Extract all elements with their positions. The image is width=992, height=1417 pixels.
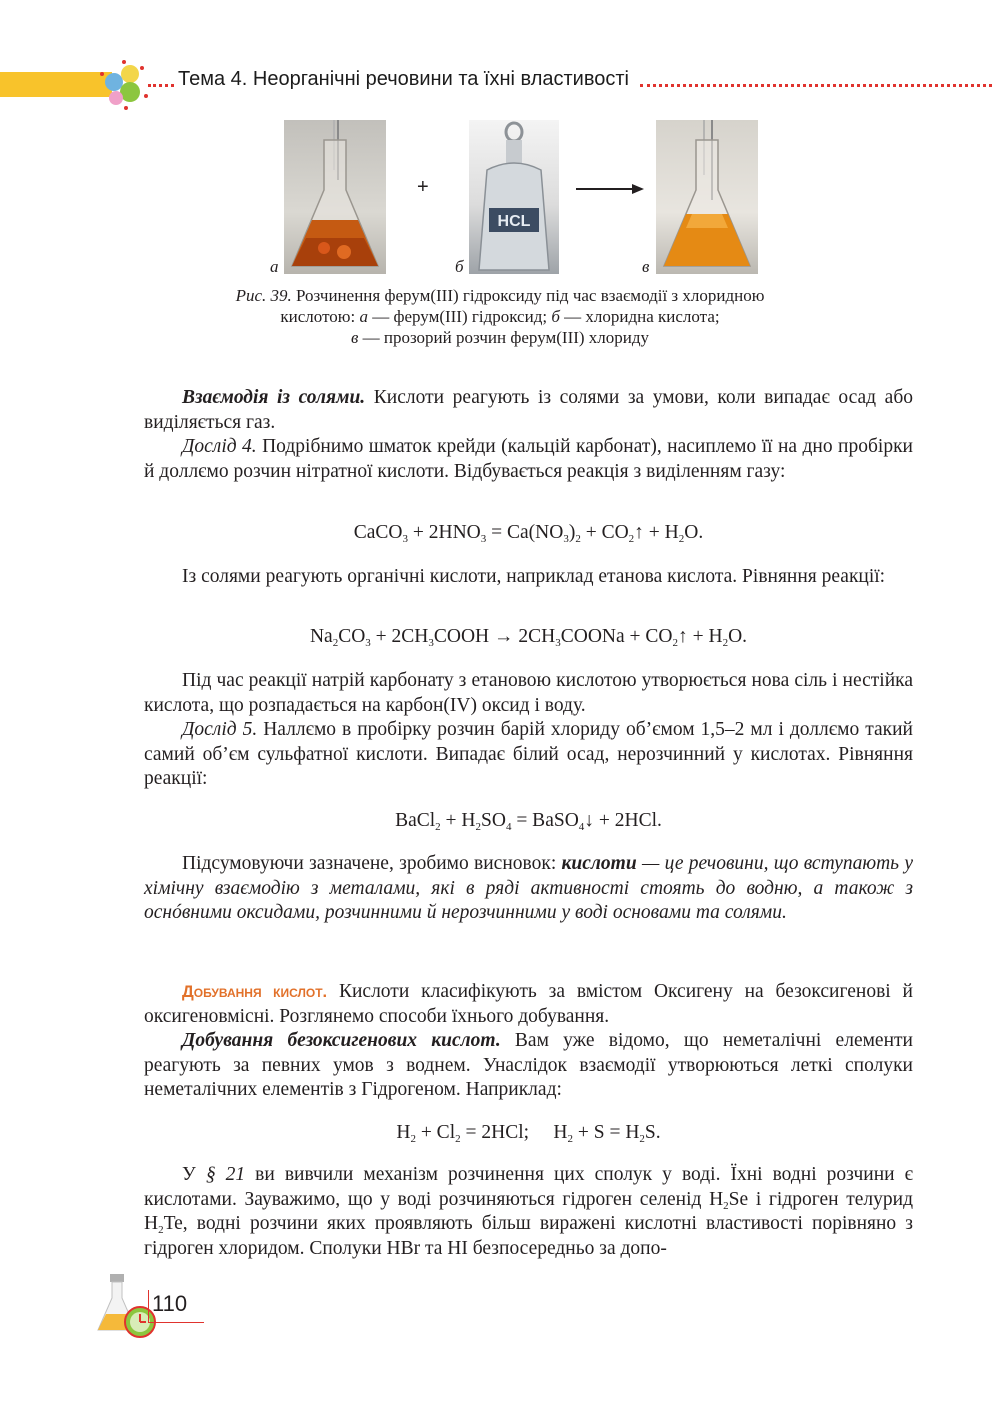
oxygen-free-heading: Добування безоксигенових кислот.	[182, 1030, 501, 1051]
experiment-4-label: Дослід 4.	[182, 436, 257, 457]
equation-hydrogen: $H_2 + Cl_2 = 2HCl$; $H_2 + S = H_2S$.	[396, 1122, 661, 1145]
section-reference: § 21	[205, 1164, 246, 1185]
flask-a-illustration	[284, 120, 386, 274]
paragraph-reaction-explanation: Під час реакції натрій карбонату з етановою кислотою утворюється нова сіль і нестійка кислота, що розпадається на карбон(IV) оксид і воду.	[144, 670, 913, 716]
dissolution-text-1: ви вивчили механізм розчинення цих сполук у воді. Їхні водні розчини є кислотами. Зауважимо, що у воді розчиняються гідроген селенід H	[144, 1164, 914, 1210]
paragraph-dissolution: У § 21 ви вивчили механізм розчинення цих сполук у воді. Їхні водні розчини є кислотами. Зауважимо, що у воді розчиняються гідроген селенід $H_2Se$ і гідроген телурид $H_2Te$, водні розчини яких проявляють більш виражені кислотні властивості порівняно з гідроген хлоридом. Сполуки HBr та HI безпосередньо за допо-	[144, 1164, 914, 1259]
photo-iron-hydroxide-flask	[284, 120, 386, 274]
salts-text: Кислоти реагують із солями за умови, коли випадає осад або виділяється газ.	[144, 387, 913, 433]
conclusion-term: кислоти	[561, 853, 637, 874]
plus-sign: +	[417, 176, 429, 198]
chapter-title: Тема 4. Неорганічні речовини та їхні властивості	[178, 68, 629, 90]
figure-label-c: в	[642, 257, 650, 276]
equation-bacl2: BaCl$_2$ + $H_2SO_4$ = BaSO$_4$↓ + 2HCl.	[395, 810, 662, 833]
obtaining-acids-text: Кислоти класифікують за вмістом Оксигену на безоксигенові й оксигеновмісні. Розглянемо способи їхнього добування.	[144, 981, 913, 1027]
flask-c-illustration	[656, 120, 758, 274]
figure-label-a: а	[270, 257, 279, 276]
equation-caco3: CaCO$_3$ + $2HNO_3 = Ca(NO_3)_2$ + $CO_2↑ + H_2O$.	[353, 522, 704, 545]
page-number: 110	[152, 1291, 188, 1316]
dissolution-pre: У	[182, 1164, 206, 1185]
footer-vertical-line	[148, 1290, 149, 1323]
caption-line2-mid1: — ферум(III) гідроксид;	[367, 307, 552, 326]
caption-letter-a: а	[359, 307, 368, 326]
caption-prefix: Рис. 39.	[235, 286, 292, 305]
header-dotted-line-left	[148, 84, 174, 87]
photo-hcl-bottle	[469, 120, 559, 274]
experiment-5-label: Дослід 5.	[182, 719, 258, 740]
caption-line3-rest: — прозорий розчин ферум(III) хлориду	[358, 328, 650, 347]
header-flower-icon	[96, 58, 152, 114]
conclusion-intro: Підсумовуючи зазначене, зробимо висновок:	[182, 853, 562, 874]
reaction-arrow-icon	[576, 182, 644, 196]
paragraph-experiment-4	[144, 435, 913, 484]
equation-na2co3: $Na_2CO_3$ + $2CH_3COOH$ → $2CH_3COONa$ + $CO_2↑ + H_2O$.	[309, 626, 748, 649]
experiment-5-text: Наллємо в пробірку розчин барій хлориду об’ємом 1,5–2 мл і доллємо такий самий об’єм сульфатної кислоти. Випадає білий осад, нерозчинний у кислотах. Рівняння реакції:	[144, 719, 913, 789]
paragraph-experiment-5	[144, 718, 913, 792]
footer-rule	[148, 1322, 204, 1323]
photo-iron-chloride-solution	[656, 120, 758, 274]
salts-heading: Взаємодія із солями.	[182, 387, 366, 408]
dissolution-text-3: Te, водні розчини яких проявляють більш виражені кислотні властивості порівняно з гідроген хлоридом. Сполуки HBr та HI безпосередньо за допо-	[144, 1213, 913, 1259]
hcl-bottle-illustration	[469, 120, 559, 274]
dissolution-text-2: Se і гідроген телурид H	[144, 1188, 913, 1234]
bottle-label-text: HCL	[497, 213, 531, 230]
figure-caption	[150, 285, 850, 348]
paragraph-oxygen-free-acids	[144, 1029, 913, 1103]
paragraph-organic-acids: Із солями реагують органічні кислоти, наприклад етанова кислота. Рівняння реакції:	[182, 566, 886, 587]
caption-line2-mid2: — хлоридна кислота;	[559, 307, 720, 326]
conclusion-definition: — це речовини, що вступають у хімічну взаємодію з металами, які в ряді активності стоять до водню, а також з оснóвними оксидами, розчинними й нерозчинними у воді основами та солями.	[144, 853, 913, 923]
oxygen-free-text: Вам уже відомо, що неметалічні елементи реагують за певних умов з воднем. Унаслідок взаємодії утворюються леткі сполуки неметалічних елементів з Гідрогеном. Наприклад:	[144, 1030, 913, 1100]
figure-label-b: б	[455, 257, 464, 276]
header-dotted-line-right	[640, 84, 992, 87]
paragraph-obtaining-acids	[144, 980, 913, 1029]
paragraph-salts	[144, 386, 913, 435]
caption-letter-b: б	[551, 307, 560, 326]
section-heading-obtaining-acids: Добування кислот.	[182, 983, 328, 1001]
caption-line1: Розчинення ферум(III) гідроксиду під час взаємодії з хлоридною	[291, 286, 765, 305]
experiment-4-text: Подрібнимо шматок крейди (кальцій карбонат), насиплемо її на дно пробірки й доллємо розчин нітратної кислоти. Відбувається реакція з виділенням газу:	[144, 436, 913, 482]
paragraph-conclusion	[144, 852, 913, 926]
caption-letter-c: в	[350, 328, 359, 347]
caption-line2-pre: кислотою:	[280, 307, 360, 326]
